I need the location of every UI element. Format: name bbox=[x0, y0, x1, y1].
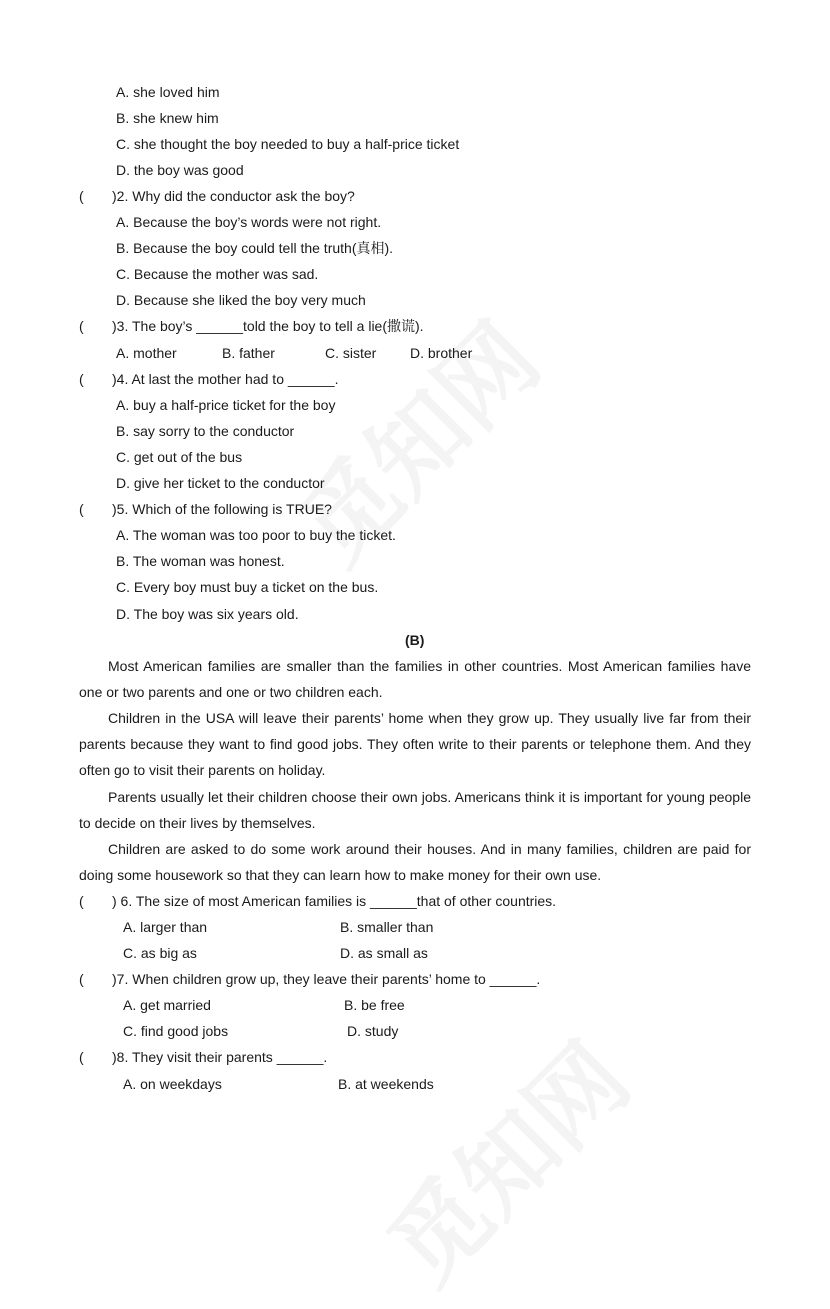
q6-stem: ) 6. The size of most American families is ______that of other countries. bbox=[112, 893, 557, 909]
q5-option-d: D. The boy was six years old. bbox=[116, 606, 299, 622]
q2-option-c: C. Because the mother was sad. bbox=[116, 266, 319, 282]
q8-answer-paren: ( bbox=[79, 1049, 84, 1065]
q3-option-a: A. mother bbox=[116, 345, 177, 361]
q5-option-b: B. The woman was honest. bbox=[116, 553, 285, 569]
passage-paragraph: Children in the USA will leave their parents’ home when they grow up. They usually live far from their parents because they want to find good jobs. They often write to their parents or telephone them. And they often go to visit their parents on holiday. bbox=[79, 710, 751, 778]
q4-option-d: D. give her ticket to the conductor bbox=[116, 475, 325, 491]
q4-option-a: A. buy a half-price ticket for the boy bbox=[116, 397, 336, 413]
q3-option-b: B. father bbox=[222, 345, 275, 361]
passage-paragraph: Most American families are smaller than the families in other countries. Most American families have one or two parents and one or two children each. bbox=[79, 658, 751, 700]
q6-option-c: C. as big as bbox=[123, 945, 197, 961]
q6-answer-paren: ( bbox=[79, 893, 84, 909]
passage-paragraph: Parents usually let their children choose their own jobs. Americans think it is important for young people to decide on their lives by themselves. bbox=[79, 789, 751, 831]
q1-option-a: A. she loved him bbox=[116, 84, 220, 100]
q2-option-a: A. Because the boy’s words were not right. bbox=[116, 214, 382, 230]
q4-stem: )4. At last the mother had to ______. bbox=[112, 371, 339, 387]
q3-stem: )3. The boy’s ______told the boy to tell a lie(撒谎). bbox=[112, 318, 424, 334]
q4-option-b: B. say sorry to the conductor bbox=[116, 423, 295, 439]
q2-option-d: D. Because she liked the boy very much bbox=[116, 292, 366, 308]
q6-option-d: D. as small as bbox=[340, 945, 428, 961]
section-heading: (B) bbox=[405, 632, 425, 648]
q3-option-d: D. brother bbox=[410, 345, 473, 361]
q3-answer-paren: ( bbox=[79, 318, 84, 334]
passage-paragraph: Children are asked to do some work around their houses. And in many families, children are paid for doing some housework so that they can learn how to make money for their own use. bbox=[79, 841, 751, 883]
q2-answer-paren: ( bbox=[79, 188, 84, 204]
q6-option-a: A. larger than bbox=[123, 919, 208, 935]
q3-option-c: C. sister bbox=[325, 345, 377, 361]
q4-answer-paren: ( bbox=[79, 371, 84, 387]
q7-stem: )7. When children grow up, they leave their parents’ home to ______. bbox=[112, 971, 541, 987]
q6-option-b: B. smaller than bbox=[340, 919, 434, 935]
q7-option-c: C. find good jobs bbox=[123, 1023, 229, 1039]
q2-stem: )2. Why did the conductor ask the boy? bbox=[112, 188, 355, 204]
q8-option-b: B. at weekends bbox=[338, 1076, 434, 1092]
q1-option-c: C. she thought the boy needed to buy a half-price ticket bbox=[116, 136, 460, 152]
q7-option-a: A. get married bbox=[123, 997, 211, 1013]
watermark-text bbox=[354, 1008, 655, 1309]
q5-answer-paren: ( bbox=[79, 501, 84, 517]
q8-stem: )8. They visit their parents ______. bbox=[112, 1049, 328, 1065]
q5-option-a: A. The woman was too poor to buy the ticket. bbox=[116, 527, 396, 543]
q8-option-a: A. on weekdays bbox=[123, 1076, 222, 1092]
q7-answer-paren: ( bbox=[79, 971, 84, 987]
q7-option-b: B. be free bbox=[344, 997, 405, 1013]
q1-option-d: D. the boy was good bbox=[116, 162, 244, 178]
q5-option-c: C. Every boy must buy a ticket on the bus. bbox=[116, 579, 379, 595]
q1-option-b: B. she knew him bbox=[116, 110, 219, 126]
q4-option-c: C. get out of the bus bbox=[116, 449, 243, 465]
q5-stem: )5. Which of the following is TRUE? bbox=[112, 501, 332, 517]
q7-option-d: D. study bbox=[347, 1023, 399, 1039]
q2-option-b: B. Because the boy could tell the truth(真相). bbox=[116, 240, 394, 256]
